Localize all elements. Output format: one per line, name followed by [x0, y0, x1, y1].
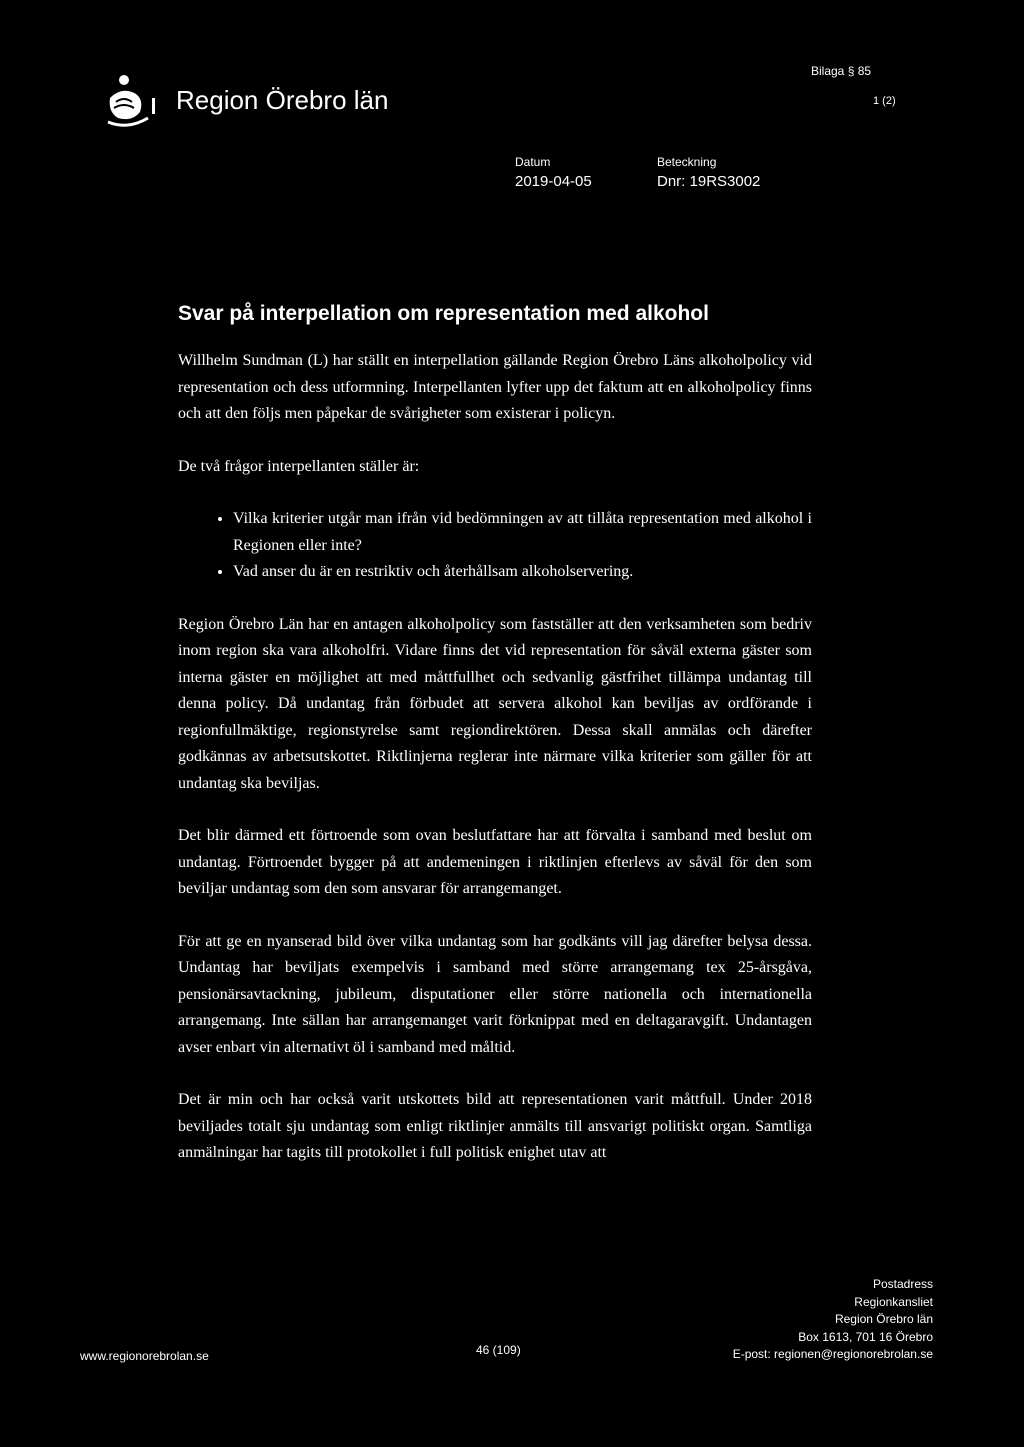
address-line: Regionkansliet — [854, 1294, 933, 1309]
paragraph: Det blir därmed ett förtroende som ovan beslutfattare har att förvalta i samband med beslut om undantag. Förtroendet bygger på att andemeningen i riktlinjen efterlevs av såväl för den som beviljar undantag som den som ansvarar för arrangemanget. — [178, 827, 812, 897]
region-logo — [104, 72, 166, 134]
paragraph: Willhelm Sundman (L) har ställt en interpellation gällande Region Örebro Läns alkoholpolicy vid representation och dess utformning. Interpellanten lyfter upp det faktum att en alkoholpolicy finns och att den följs men påpekar de svårigheter som existerar i policyn. — [178, 352, 812, 422]
paragraph: Det är min och har också varit utskottets bild att representationen varit måttfull. Under 2018 beviljades totalt sju undantag som enligt riktlinjer anmälts till ansvarigt politiskt organ. Samtliga anmälningar har tagits till protokollet i full politisk enighet utav att — [178, 1091, 812, 1161]
attachment-label: Bilaga § 85 — [811, 64, 872, 78]
date-value: 2019-04-05 — [515, 173, 592, 190]
address-label: Postadress — [872, 1277, 933, 1291]
address-line: Box 1613, 701 16 Örebro — [798, 1329, 933, 1344]
question-list — [178, 506, 812, 586]
paragraph: De två frågor interpellanten ställer är: — [178, 457, 420, 475]
page-count: 1 (2) — [873, 95, 896, 107]
address-line: Region Örebro län — [834, 1312, 933, 1326]
paragraph: För att ge en nyanserad bild över vilka undantag som har godkänts vill jag därefter belysa dessa. Undantag har beviljats exempelvis i samband med större arrangemang tex 25-årsgåva, pensionärsavtackning, jubileum, disputationer eller större nationella och internationella arrangemang. Inte sällan har arrangemanget varit förknippat med en deltagaravgift. Undantagen avser enbart vin alternativt öl i samband med måltid. — [178, 932, 812, 1056]
email-line[interactable]: E-post: regionen@regionorebrolan.se — [732, 1347, 933, 1361]
page-number: 46 (109) — [476, 1343, 521, 1357]
list-item: • Vad anser du är en restriktiv och återhållsam alkoholservering. — [233, 559, 812, 586]
document-body — [178, 348, 812, 1193]
paragraph: Region Örebro Län har en antagen alkoholpolicy som fastställer att den verksamheten som bedriv inom region ska vara alkoholfri. Vidare finns det vid representation för såväl externa gäster som interna gäster en möjlighet att med måttfullhet och sedvanlig gästfrihet tillämpa undantag till denna policy. Då undantag från förbudet att servera alkohol kan beviljas av ordförande i regionfullmäktige, regionstyrelse samt regiondirektören. Dessa skall anmälas och därefter godkännas av arbetsutskottet. Riktlinjerna reglerar inte närmare vilka kriterier som gäller för att undantag ska beviljas. — [178, 615, 812, 792]
list-item: • Vilka kriterier utgår man ifrån vid bedömningen av att tillåta representation med alkohol i Regionen eller inte? — [233, 506, 812, 559]
postal-address — [700, 1276, 933, 1364]
date-label: Datum — [515, 155, 551, 169]
document-title: Svar på interpellation om representation med alkohol — [178, 302, 709, 325]
reference-label: Beteckning — [657, 155, 717, 169]
reference-value: Dnr: 19RS3002 — [657, 173, 761, 190]
org-name: Region Örebro län — [176, 85, 389, 115]
website-link[interactable]: www.regionorebrolan.se — [80, 1349, 209, 1363]
